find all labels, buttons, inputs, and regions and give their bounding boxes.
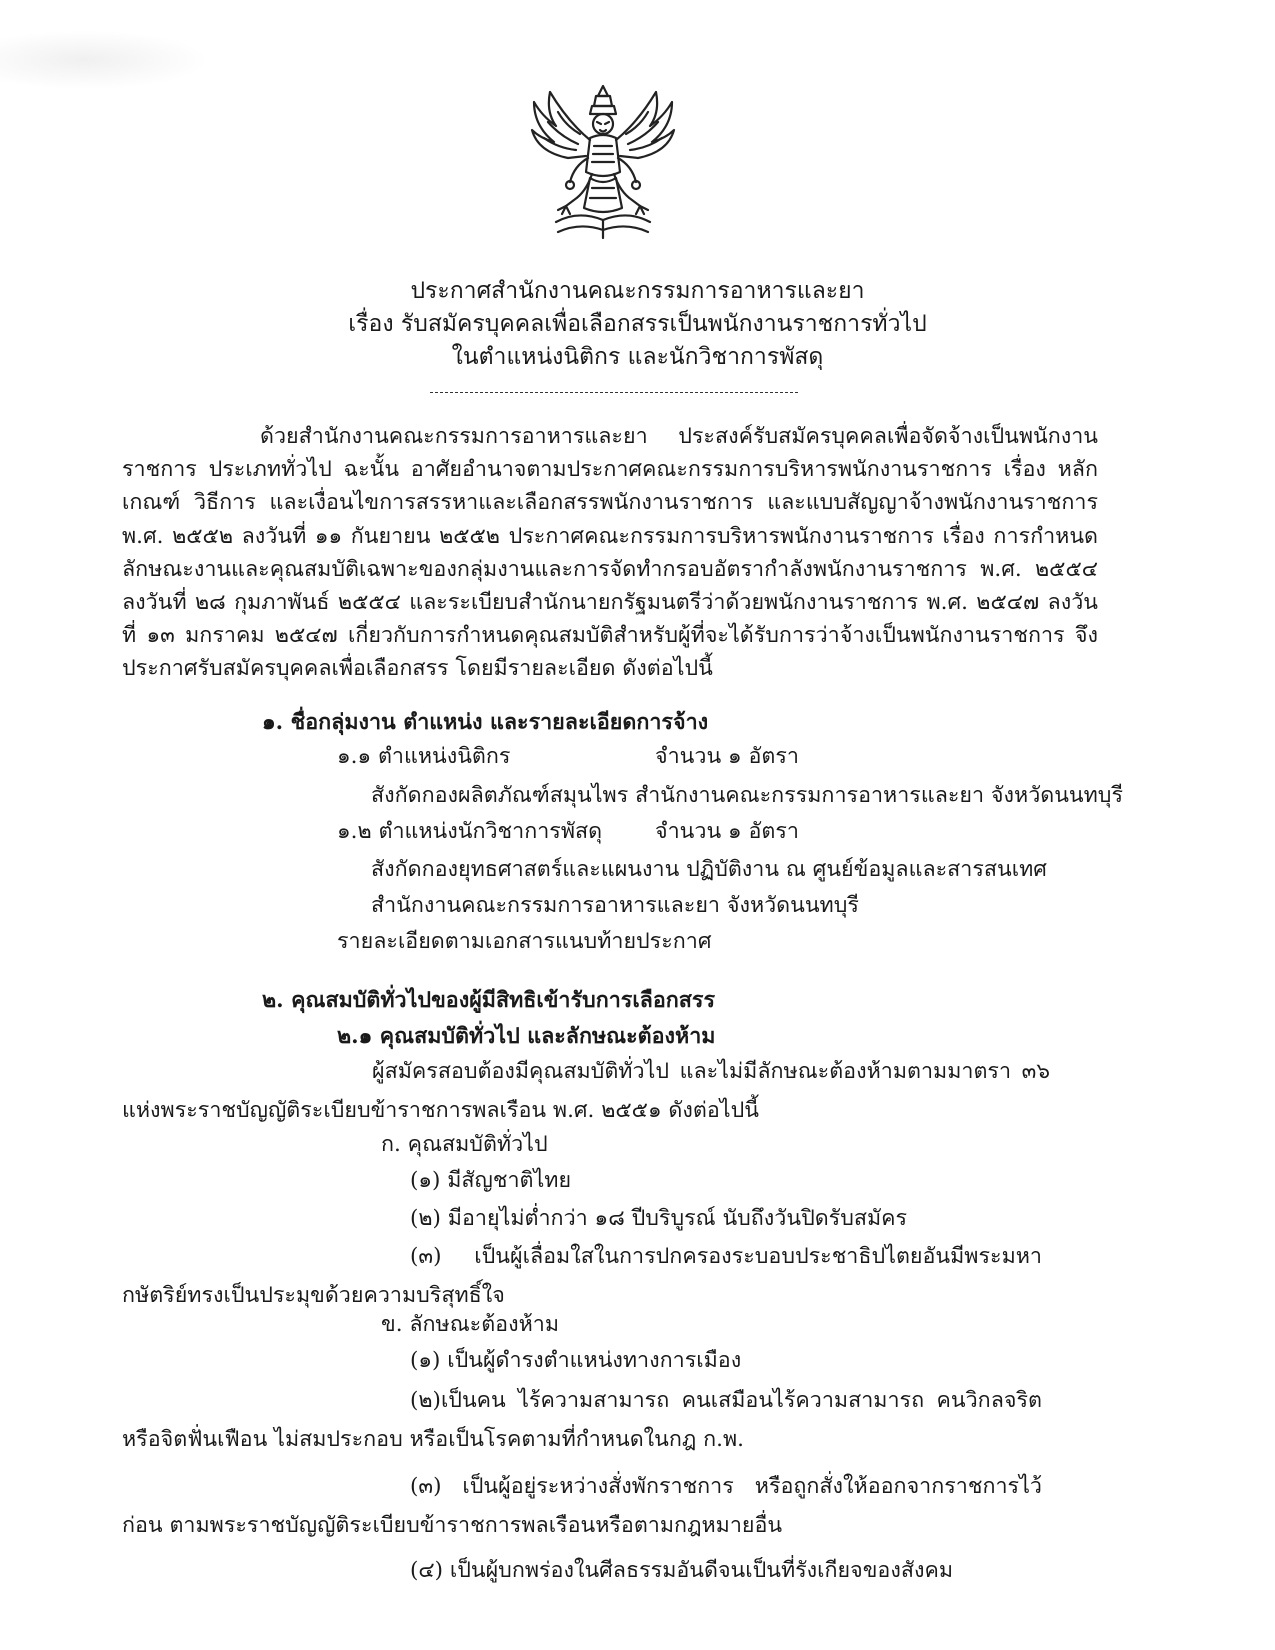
prohibited-item-4: (๔) เป็นผู้บกพร่องในศีลธรรมอันดีจนเป็นที่รังเกียจของสังคม bbox=[410, 1558, 954, 1583]
prohibited-item-2: (๒)เป็นคน ไร้ความสามารถ คนเสมือนไร้ความสามารถ คนวิกลจริต หรือจิตฟั่นเฟือน ไม่สมประกอบ หรือเป็นโรคตามที่กำหนดในกฎ ก.พ. bbox=[122, 1388, 1042, 1452]
item1-title: ๑.๑ ตำแหน่งนิติกร bbox=[337, 744, 511, 769]
prohibited-item-1: (๑) เป็นผู้ดำรงตำแหน่งทางการเมือง bbox=[410, 1348, 742, 1373]
prohibited-item-3: (๓) เป็นผู้อยู่ระหว่างสั่งพักราชการ หรือถูกสั่งให้ออกจากราชการไว้ก่อน ตามพระราชบัญญัติระเบียบข้าราชการพลเรือนหรือตามกฎหมายอื่น bbox=[122, 1474, 1042, 1538]
intro-paragraph: ด้วยสำนักงานคณะกรรมการอาหารและยา ประสงค์รับสมัครบุคคลเพื่อจัดจ้างเป็นพนักงานราชการ ประเภททั่วไป ฉะนั้น อาศัยอำนาจตามประกาศคณะกรรมการบริหารพนักงานราชการ เรื่อง หลักเกณฑ์ วิธีการ และเงื่อนไขการสรรหาและเลือกสรรพนักงานราชการ และแบบสัญญาจ้างพนักงานราชการ พ.ศ. ๒๕๕๒ ลงวันที่ ๑๑ กันยายน ๒๕๕๒ ประกาศคณะกรรมการบริหารพนักงานราชการ เรื่อง การกำหนดลักษณะงานและคุณสมบัติเฉพาะของกลุ่มงานและการจัดทำกรอบอัตรากำลังพนักงานราชการ พ.ศ. ๒๕๕๔ ลงวันที่ ๒๘ กุมภาพันธ์ ๒๕๕๔ และระเบียบสำนักนายกรัฐมนตรีว่าด้วยพนักงานราชการ พ.ศ. ๒๕๔๗ ลงวันที่ ๑๓ มกราคม ๒๕๔๗ เกี่ยวกับการกำหนดคุณสมบัติสำหรับผู้ที่จะได้รับการว่าจ้างเป็นพนักงานราชการ จึงประกาศรับสมัครบุคคลเพื่อเลือกสรร โดยมีรายละเอียด ดังต่อไปนี้ bbox=[122, 424, 1098, 682]
general-heading: ก. คุณสมบัติทั่วไป bbox=[381, 1132, 548, 1157]
prohibited-heading: ข. ลักษณะต้องห้าม bbox=[381, 1312, 560, 1337]
section2-sub-heading: ๒.๑ คุณสมบัติทั่วไป และลักษณะต้องห้าม bbox=[337, 1024, 716, 1049]
item2-count: จำนวน ๑ อัตรา bbox=[655, 819, 799, 844]
section2-heading: ๒. คุณสมบัติทั่วไปของผู้มีสิทธิเข้ารับการเลือกสรร bbox=[262, 988, 716, 1013]
item2-unit-a: สังกัดกองยุทธศาสตร์และแผนงาน ปฏิบัติงาน ณ ศูนย์ข้อมูลและสารสนเทศ bbox=[371, 857, 1047, 882]
item2-title: ๑.๒ ตำแหน่งนักวิชาการพัสดุ bbox=[337, 819, 603, 844]
dashed-divider bbox=[430, 392, 798, 393]
announcement-subject: เรื่อง รับสมัครบุคคลเพื่อเลือกสรรเป็นพนักงานราชการทั่วไป bbox=[348, 311, 927, 337]
announcement-positions: ในตำแหน่งนิติกร และนักวิชาการพัสดุ bbox=[451, 344, 824, 370]
section1-heading: ๑. ชื่อกลุ่มงาน ตำแหน่ง และรายละเอียดการจ้าง bbox=[262, 710, 709, 735]
general-item-1: (๑) มีสัญชาติไทย bbox=[410, 1168, 572, 1193]
details-note: รายละเอียดตามเอกสารแนบท้ายประกาศ bbox=[337, 929, 712, 954]
item1-count: จำนวน ๑ อัตรา bbox=[655, 744, 799, 769]
item2-unit-b: สำนักงานคณะกรรมการอาหารและยา จังหวัดนนทบุรี bbox=[371, 893, 859, 918]
general-item-3: (๓) เป็นผู้เลื่อมใสในการปกครองระบอบประชาธิปไตยอันมีพระมหากษัตริย์ทรงเป็นประมุขด้วยความบริสุทธิ์ใจ bbox=[122, 1244, 1042, 1308]
section2-intro: ผู้สมัครสอบต้องมีคุณสมบัติทั่วไป และไม่มีลักษณะต้องห้ามตามมาตรา ๓๖ แห่งพระราชบัญญัติระเบียบข้าราชการพลเรือน พ.ศ. ๒๕๕๑ ดังต่อไปนี้ bbox=[122, 1059, 1050, 1123]
item1-unit: สังกัดกองผลิตภัณฑ์สมุนไพร สำนักงานคณะกรรมการอาหารและยา จังหวัดนนทบุรี bbox=[371, 783, 1123, 808]
garuda-emblem-icon bbox=[528, 82, 678, 242]
scan-smudge bbox=[0, 30, 210, 90]
announcement-title: ประกาศสำนักงานคณะกรรมการอาหารและยา bbox=[410, 278, 865, 304]
general-item-2: (๒) มีอายุไม่ต่ำกว่า ๑๘ ปีบริบูรณ์ นับถึงวันปิดรับสมัคร bbox=[410, 1206, 908, 1231]
